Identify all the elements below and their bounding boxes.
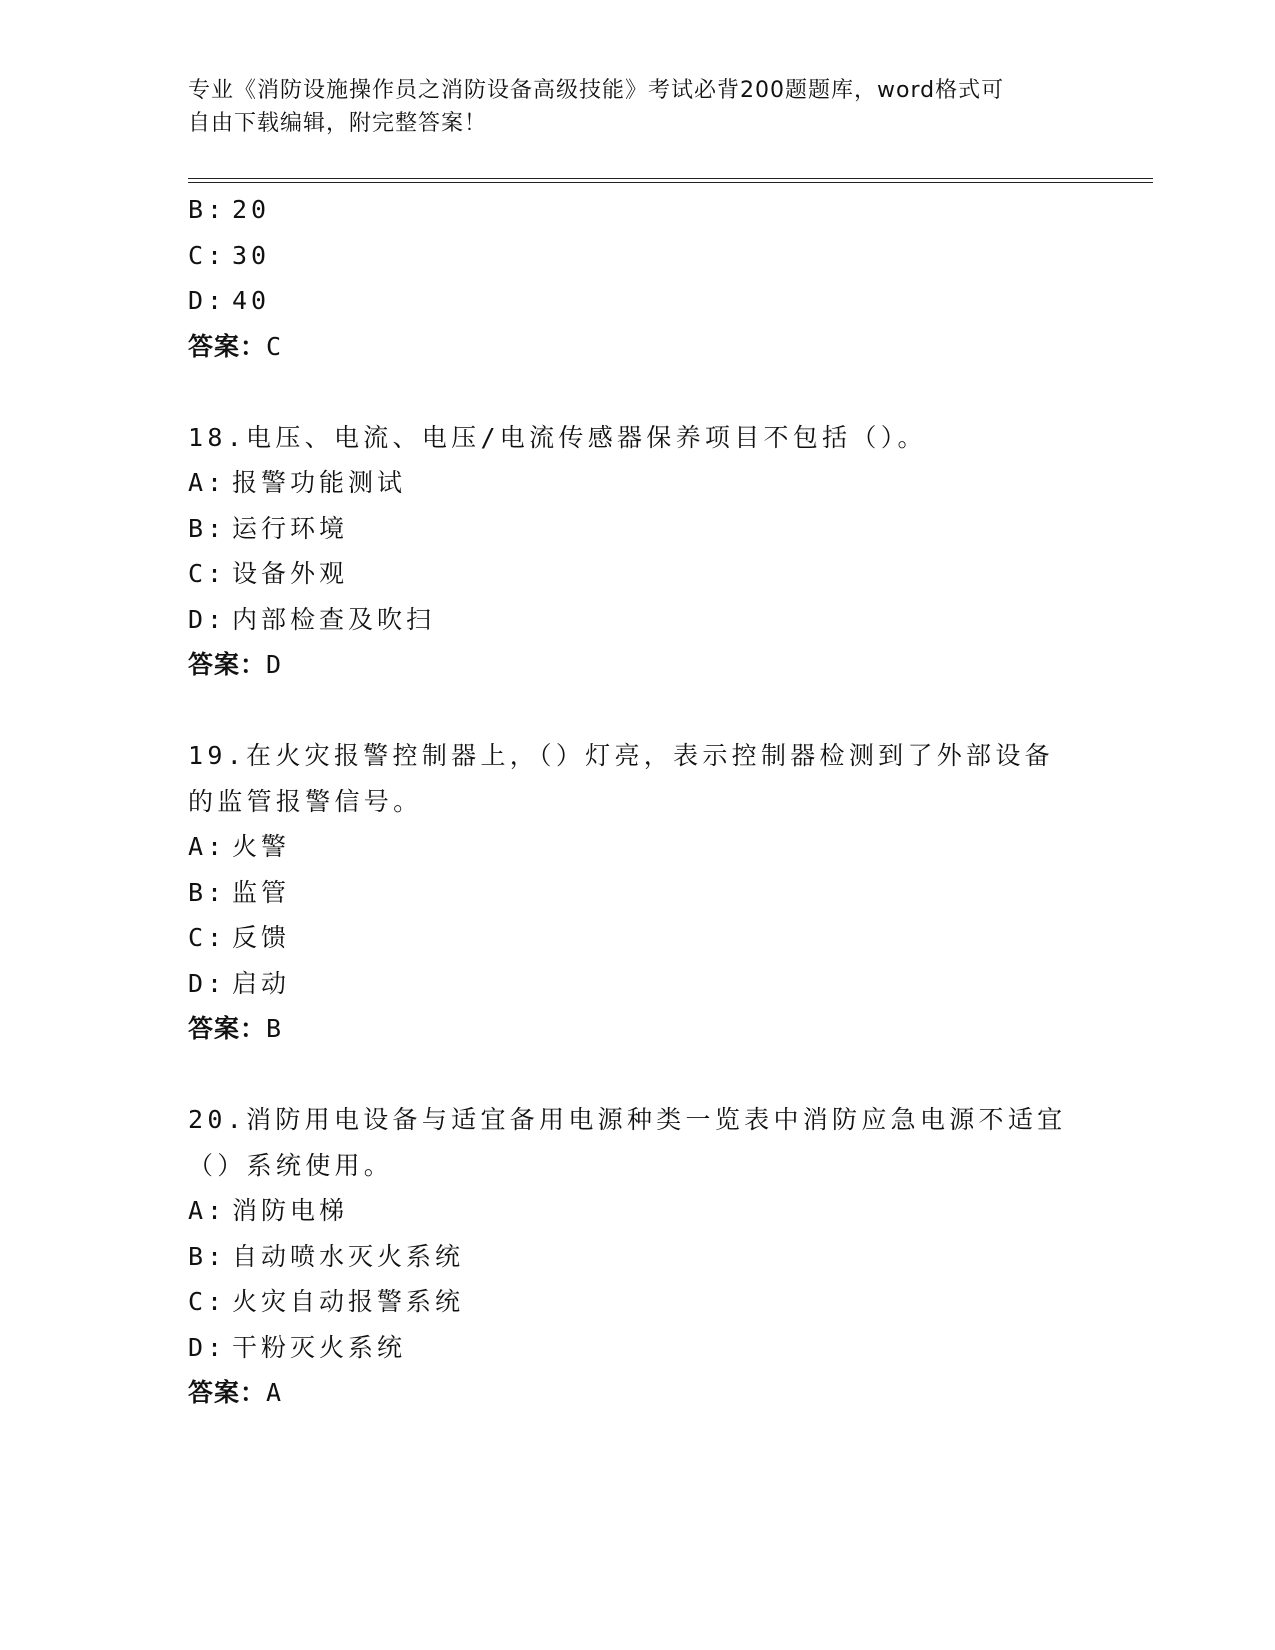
spacer [188,688,1088,734]
answer-value: C [266,331,283,361]
option-text: 内部检查及吹扫 [232,604,436,634]
answer-value: B [266,1014,283,1043]
option-text: 自动喷水灭火系统 [232,1241,465,1271]
answer-line [188,1006,1088,1052]
answer-label: 答案： [188,1378,267,1407]
option-b [188,506,1088,552]
option-label: D: [188,286,227,315]
option-text: 反馈 [232,923,291,952]
option-text: 报警功能测试 [232,468,407,497]
option-d [188,597,1088,643]
option-label: B: [188,1241,227,1271]
question-19 [188,733,1088,1052]
answer-value: D [266,650,283,679]
option-label: C: [188,559,227,588]
option-text: 20 [232,195,271,224]
option-label: C: [188,1287,227,1316]
option-d [188,961,1088,1007]
answer-line [188,1370,1088,1416]
answer-label: 答案： [188,650,267,679]
option-a [188,1188,1088,1234]
answer-label: 答案： [188,1014,267,1043]
question-text: 20.消防用电设备与适宜备用电源种类一览表中消防应急电源不适宜（）系统使用。 [188,1105,1067,1180]
option-text: 40 [232,286,271,315]
option-b [188,870,1088,916]
option-b [188,1234,1088,1280]
option-text: 消防电梯 [232,1196,349,1225]
option-label: A: [188,832,227,861]
option-text: 干粉灭火系统 [232,1332,407,1362]
option-label: D: [188,1332,227,1362]
header-divider [188,178,1153,183]
option-text: 运行环境 [232,513,349,543]
option-text: 设备外观 [232,559,349,588]
question-20 [188,1097,1088,1416]
spacer [188,1052,1088,1098]
option-text: 火灾自动报警系统 [232,1287,465,1316]
option-label: A: [188,468,227,497]
option-text: 启动 [232,968,291,998]
prev-question [188,187,1088,369]
option-text: 监管 [232,877,291,907]
question-18 [188,415,1088,688]
option-label: B: [188,513,227,543]
option-text: 火警 [232,832,291,861]
option-label: D: [188,604,227,634]
answer-label: 答案： [188,331,267,361]
option-text: 30 [232,240,271,270]
spacer [188,369,1088,415]
option-a [188,824,1088,870]
option-label: A: [188,1196,227,1225]
header-line-2: 自由下载编辑，附完整答案！ [188,111,488,136]
answer-line [188,642,1088,688]
option-c [188,915,1088,961]
option-d [188,1325,1088,1371]
document-header [188,74,1088,140]
option-c [188,551,1088,597]
answer-line [188,324,1088,370]
option-label: B: [188,877,227,907]
option-label: B: [188,195,227,224]
question-text: 19.在火灾报警控制器上，（）灯亮，表示控制器检测到了外部设备的监管报警信号。 [188,741,1054,816]
option-c [188,1279,1088,1325]
option-label: C: [188,240,227,270]
answer-value: A [266,1378,283,1407]
header-line-1: 专业《消防设施操作员之消防设备高级技能》考试必背200题题库，word格式可 [188,78,1005,103]
option-d [188,278,1088,324]
option-label: C: [188,923,227,952]
question-list [188,187,1088,1416]
option-c [188,233,1088,279]
option-b [188,187,1088,233]
question-text: 18.电压、电流、电压/电流传感器保养项目不包括（）。 [188,422,927,452]
option-a [188,460,1088,506]
option-label: D: [188,968,227,998]
